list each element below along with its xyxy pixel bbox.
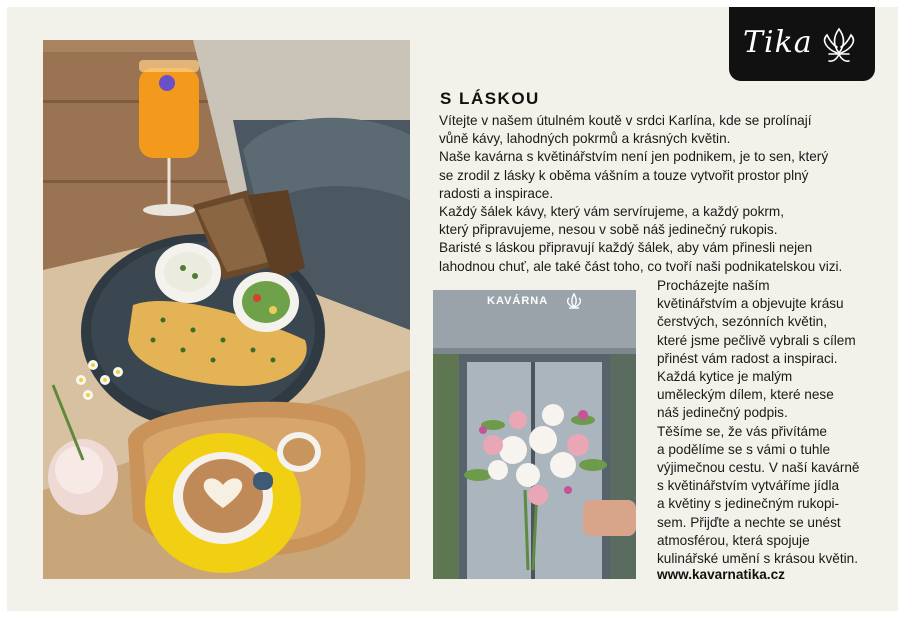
logo-wordmark: Tika bbox=[743, 25, 813, 60]
article-title: S LÁSKOU bbox=[440, 89, 540, 108]
sign-fleur-icon bbox=[563, 292, 585, 314]
door-sign: KAVÁRNA bbox=[487, 295, 549, 307]
side-paragraph: Procházejte naším květinářstvím a objevujte krásu čerstvých, sezónních květin, které jsme pečlivě vybrali s cílem přinést vám radost a inspiraci. Každá kytice je malým uměleckým dílem, které nese náš jedinečný podpis. Těšíme se, že vás přivítáme a podělíme se s vámi o tuhle výjimečnou cestu. V naší kavárně s květinářstvím vytváříme jídla a květiny s jedinečným rukopi- sem. Přijďte a nechte se unést atmosférou, která spojuje kulinářské umění s krásou květin. bbox=[657, 278, 860, 567]
website-link[interactable]: www.kavarnatika.cz bbox=[657, 567, 785, 582]
fleur-de-lis-icon bbox=[729, 7, 875, 81]
intro-paragraph: Vítejte v našem útulném koutě v srdci Karlína, kde se prolínají vůně kávy, lahodných pokrmů a krásných květin. Naše kavárna s květinářstvím není jen podnikem, je to sen, který se zrodil z lásky k oběma vášním a touze vytvořit prostor plný radosti a inspirace. Každý šálek kávy, který vám servírujeme, a každý pokrm, který připravujeme, nesou v sobě náš jedinečný rukopis. Baristé s láskou připravují každý šálek, aby vám přinesli nejen lahodnou chuť, ale také část toho, co tvoří naši podnikatelskou vizi. bbox=[439, 113, 843, 274]
bouquet-photo bbox=[433, 290, 636, 579]
tika-logo bbox=[729, 7, 875, 81]
breakfast-photo bbox=[43, 40, 410, 579]
